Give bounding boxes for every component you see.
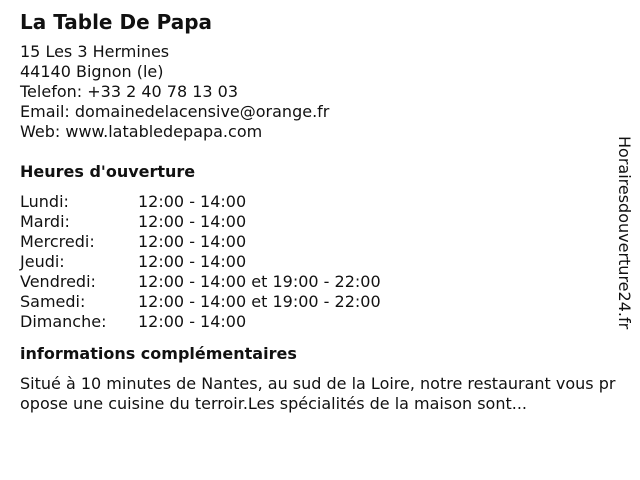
hours-row-saturday xyxy=(20,292,620,312)
hours-time: 12:00 - 14:00 xyxy=(138,192,247,211)
restaurant-name: La Table De Papa xyxy=(20,10,213,34)
opening-hours-title: Heures d'ouverture xyxy=(20,162,196,181)
hours-day: Mardi: xyxy=(20,212,70,231)
website: Web: www.latabledepapa.com xyxy=(20,122,263,141)
hours-day: Samedi: xyxy=(20,292,86,311)
hours-time: 12:00 - 14:00 xyxy=(138,212,247,231)
hours-day: Dimanche: xyxy=(20,312,107,331)
hours-day: Lundi: xyxy=(20,192,69,211)
email-address: Email: domainedelacensive@orange.fr xyxy=(20,102,330,121)
opening-hours-table xyxy=(20,192,620,332)
hours-time: 12:00 - 14:00 xyxy=(138,232,247,251)
hours-time: 12:00 - 14:00 xyxy=(138,312,247,331)
phone-number: Telefon: +33 2 40 78 13 03 xyxy=(20,82,239,101)
address-line-1: 15 Les 3 Hermines xyxy=(20,42,170,61)
hours-time: 12:00 - 14:00 et 19:00 - 22:00 xyxy=(138,272,381,291)
hours-day: Jeudi: xyxy=(20,252,65,271)
hours-row-wednesday xyxy=(20,232,620,252)
hours-row-sunday xyxy=(20,312,620,332)
hours-time: 12:00 - 14:00 xyxy=(138,252,247,271)
restaurant-card xyxy=(20,10,620,414)
side-watermark-label: Horairesdouverture24.fr xyxy=(615,136,634,330)
hours-day: Vendredi: xyxy=(20,272,96,291)
address-line-2: 44140 Bignon (le) xyxy=(20,62,164,81)
hours-row-friday xyxy=(20,272,620,292)
hours-time: 12:00 - 14:00 et 19:00 - 22:00 xyxy=(138,292,381,311)
hours-day: Mercredi: xyxy=(20,232,95,251)
hours-row-thursday xyxy=(20,252,620,272)
additional-info-title: informations complémentaires xyxy=(20,344,297,363)
additional-info-text: Situé à 10 minutes de Nantes, au sud de la Loire, notre restaurant vous propose une cuisine du terroir.Les spécialités de la maison sont... xyxy=(20,374,616,413)
hours-row-monday xyxy=(20,192,620,212)
hours-row-tuesday xyxy=(20,212,620,232)
